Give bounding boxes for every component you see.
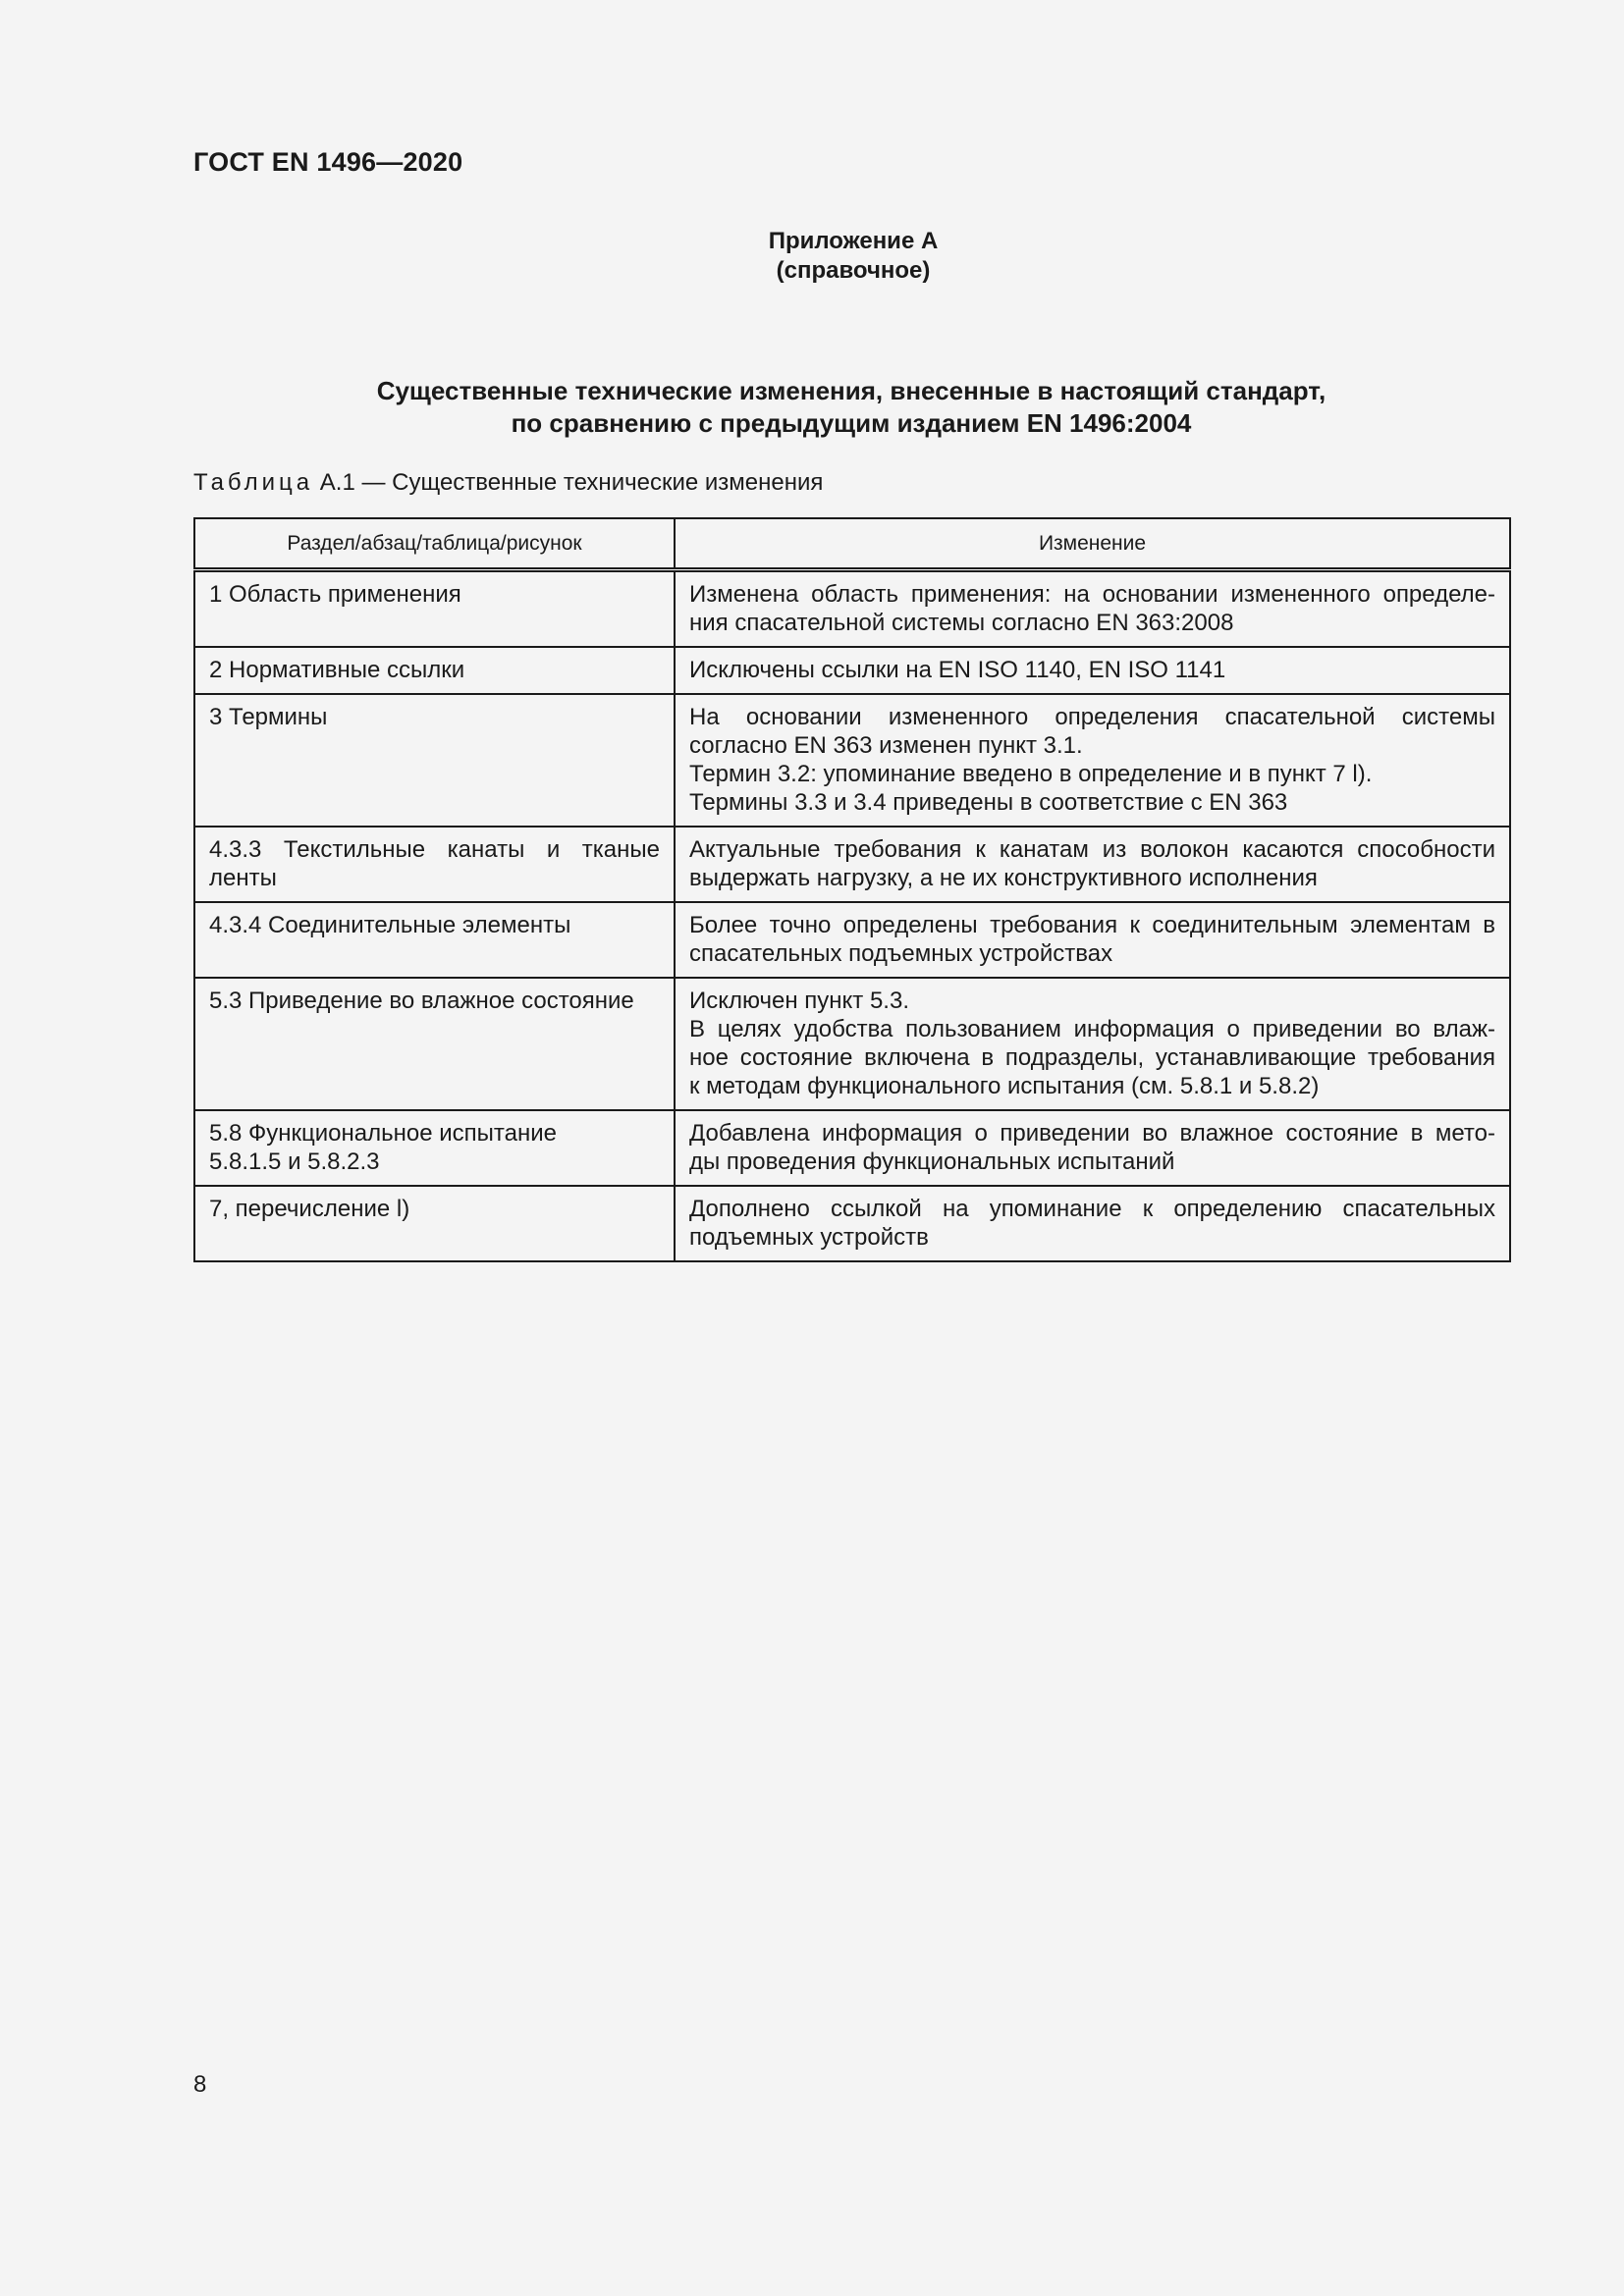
section-cell xyxy=(194,647,675,694)
section-text: 5.3 Приведение во влажное состояние xyxy=(209,988,634,1014)
document-code: ГОСТ EN 1496—2020 xyxy=(193,147,463,177)
section-text: 3 Термины xyxy=(209,704,328,730)
section-cell xyxy=(194,902,675,978)
annex-type: (справочное) xyxy=(776,257,931,284)
section-cell xyxy=(194,570,675,648)
change-text: Добавлена информация о приведении во влажное состояние в мето- xyxy=(689,1120,1495,1147)
page-number: 8 xyxy=(193,2071,207,2098)
change-cell xyxy=(675,827,1510,902)
section-cell xyxy=(194,827,675,902)
change-text: к методам функционального испытания (см. 5.8.1 и 5.8.2) xyxy=(689,1073,1320,1099)
change-cell xyxy=(675,647,1510,694)
change-text: На основании измененного определения спасательной системы xyxy=(689,704,1495,730)
section-text: 5.8.1.5 и 5.8.2.3 xyxy=(209,1148,380,1175)
change-text: Термин 3.2: упоминание введено в определение и в пункт 7 l). xyxy=(689,761,1373,787)
change-text: Изменена область применения: на основании измененного определе- xyxy=(689,581,1495,608)
table-row xyxy=(194,647,1510,694)
change-text: Исключены ссылки на EN ISO 1140, EN ISO 1141 xyxy=(689,657,1226,683)
section-text: 4.3.3 Текстильные канаты и тканые xyxy=(209,836,660,863)
table-row xyxy=(194,827,1510,902)
change-text: В целях удобства пользованием информация о приведении во влаж- xyxy=(689,1016,1495,1042)
section-title-line-1: Существенные технические изменения, внесенные в настоящий стандарт, xyxy=(376,376,1326,405)
section-text: 2 Нормативные ссылки xyxy=(209,657,465,683)
table-row xyxy=(194,978,1510,1110)
table-row xyxy=(194,570,1510,648)
section-text: 5.8 Функциональное испытание xyxy=(209,1120,557,1147)
section-cell xyxy=(194,978,675,1110)
table-caption xyxy=(193,469,823,497)
table-caption-prefix: Таблица xyxy=(193,469,314,496)
change-text: Актуальные требования к канатам из волокон касаются способности xyxy=(689,836,1495,863)
change-cell xyxy=(675,570,1510,648)
change-text: спасательных подъемных устройствах xyxy=(689,940,1113,967)
section-text: 7, перечисление l) xyxy=(209,1196,410,1222)
change-text: Исключен пункт 5.3. xyxy=(689,988,909,1014)
section-title-line-2: по сравнению с предыдущим изданием EN 1496:2004 xyxy=(511,408,1192,438)
section-text: 1 Область применения xyxy=(209,581,461,608)
table-header-row xyxy=(194,518,1510,570)
change-text: Более точно определены требования к соединительным элементам в xyxy=(689,912,1495,938)
change-text: ное состояние включена в подразделы, устанавливающие требования xyxy=(689,1044,1495,1071)
table-row xyxy=(194,902,1510,978)
section-title xyxy=(193,375,1509,440)
table-row xyxy=(194,694,1510,827)
change-cell xyxy=(675,694,1510,827)
table-row xyxy=(194,1186,1510,1261)
change-cell xyxy=(675,1110,1510,1186)
section-cell xyxy=(194,1186,675,1261)
change-text: согласно EN 363 изменен пункт 3.1. xyxy=(689,732,1083,759)
change-cell xyxy=(675,1186,1510,1261)
change-cell xyxy=(675,902,1510,978)
change-cell xyxy=(675,978,1510,1110)
table-row xyxy=(194,1110,1510,1186)
change-text: ды проведения функциональных испытаний xyxy=(689,1148,1175,1175)
change-text: Дополнено ссылкой на упоминание к определению спасательных xyxy=(689,1196,1495,1222)
changes-table xyxy=(193,517,1511,1262)
section-text: ленты xyxy=(209,865,277,891)
change-text: ния спасательной системы согласно EN 363:2008 xyxy=(689,610,1234,636)
table-caption-text: А.1 — Существенные технические изменения xyxy=(319,469,824,496)
section-cell xyxy=(194,694,675,827)
section-cell xyxy=(194,1110,675,1186)
column-header-change: Изменение xyxy=(675,518,1510,570)
section-text: 4.3.4 Соединительные элементы xyxy=(209,912,571,938)
change-text: Термины 3.3 и 3.4 приведены в соответствие с EN 363 xyxy=(689,789,1288,816)
change-text: выдержать нагрузку, а не их конструктивного исполнения xyxy=(689,865,1318,891)
annex-title: Приложение А xyxy=(768,228,939,254)
column-header-section: Раздел/абзац/таблица/рисунок xyxy=(194,518,675,570)
change-text: подъемных устройств xyxy=(689,1224,929,1251)
